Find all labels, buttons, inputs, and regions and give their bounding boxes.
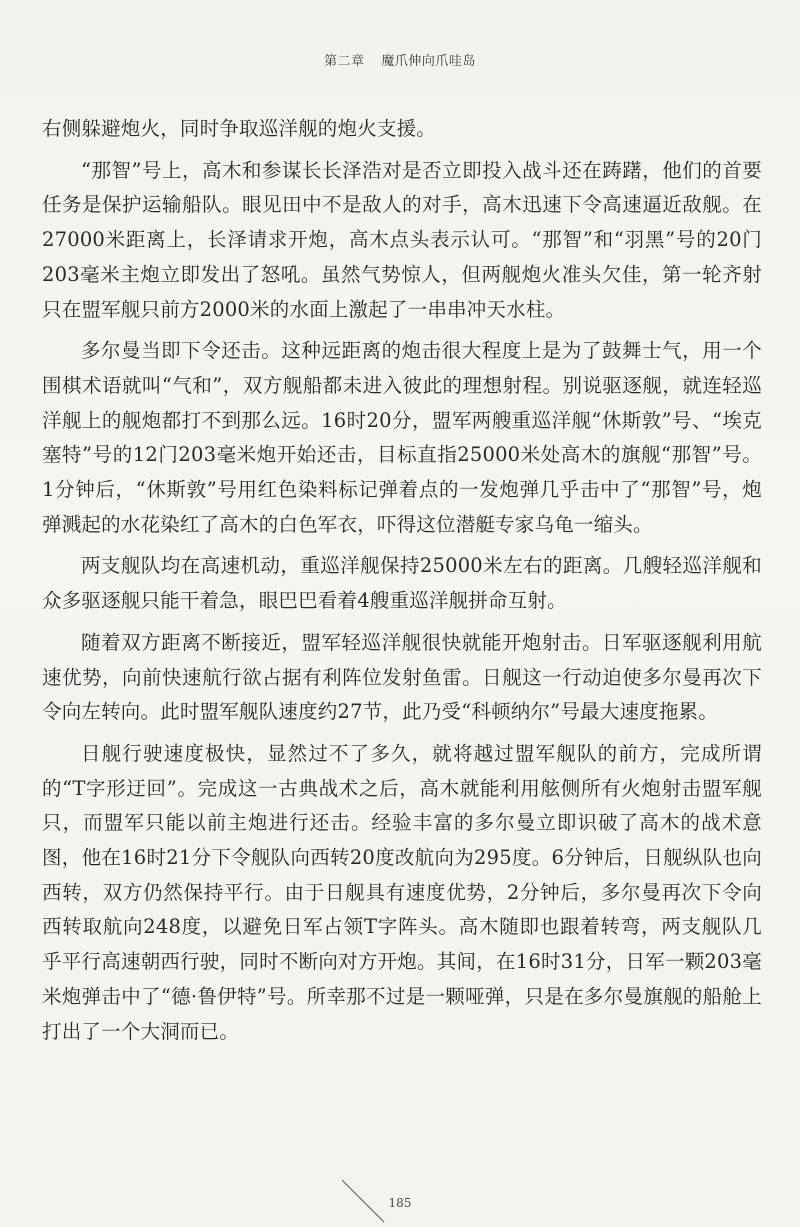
- paragraph: 日舰行驶速度极快，显然过不了多久，就将越过盟军舰队的前方，完成所谓的“T字形迂回”。完成这一古典战术之后，高木就能利用舷侧所有火炮射击盟军舰只，而盟军只能以前主炮进行还击。经验丰富的多尔曼立即识破了高木的战术意图，他在16时21分下令舰队向西转20度改航向为295度。6分钟后，日舰纵队也向西转，双方仍然保持平行。由于日舰具有速度优势，2分钟后，多尔曼再次下令向西转取航向248度，以避免日军占领T字阵头。高木随即也跟着转弯，两支舰队几乎平行高速朝西行驶，同时不断向对方开炮。其间，在16时31分，日军一颗203毫米炮弹击中了“德·鲁伊特”号。所幸那不过是一颗哑弹，只是在多尔曼旗舰的船舱上打出了一个大洞而已。: [42, 741, 762, 1043]
- page-number: 185: [388, 1196, 412, 1210]
- paragraph: 两支舰队均在高速机动，重巡洋舰保持25000米左右的距离。几艘轻巡洋舰和众多驱逐舰只能干着急，眼巴巴看着4艘重巡洋舰拼命互射。: [42, 554, 762, 613]
- paragraph: “那智”号上，高木和参谋长长泽浩对是否立即投入战斗还在踌躇，他们的首要任务是保护运输船队。眼见田中不是敌人的对手，高木迅速下令高速逼近敌舰。在27000米距离上，长泽请求开炮，高木点头表示认可。“那智”和“羽黑”号的20门203毫米主炮立即发出了怒吼。虽然气势惊人，但两舰炮火准头欠佳，第一轮齐射只在盟军舰只前方2000米的水面上激起了一串串冲天水柱。: [42, 158, 762, 321]
- chapter-number: 第二章: [324, 54, 365, 69]
- paragraph: 多尔曼当即下令还击。这种远距离的炮击很大程度上是为了鼓舞士气，用一个围棋术语就叫“气和”，双方舰船都未进入彼此的理想射程。别说驱逐舰，就连轻巡洋舰上的舰炮都打不到那么远。16时20分，盟军两艘重巡洋舰“休斯敦”号、“埃克塞特”号的12门203毫米炮开始还击，目标直指25000米处高木的旗舰“那智”号。1分钟后，“休斯敦”号用红色染料标记弹着点的一发炮弹几乎击中了“那智”号，炮弹溅起的水花染红了高木的白色军衣，吓得这位潜艇专家乌龟一缩头。: [42, 339, 762, 536]
- paragraph-continued: 右侧躲避炮火，同时争取巡洋舰的炮火支援。: [42, 117, 437, 140]
- chapter-title: 魔爪伸向爪哇岛: [381, 54, 476, 69]
- running-header: [0, 50, 800, 69]
- body-text: [42, 112, 762, 1056]
- paragraph: 随着双方距离不断接近，盟军轻巡洋舰很快就能开炮射击。日军驱逐舰利用航速优势，向前快速航行欲占据有利阵位发射鱼雷。日舰这一行动迫使多尔曼再次下令向左转向。此时盟军舰队速度约27节，此乃受“科顿纳尔”号最大速度拖累。: [42, 630, 762, 724]
